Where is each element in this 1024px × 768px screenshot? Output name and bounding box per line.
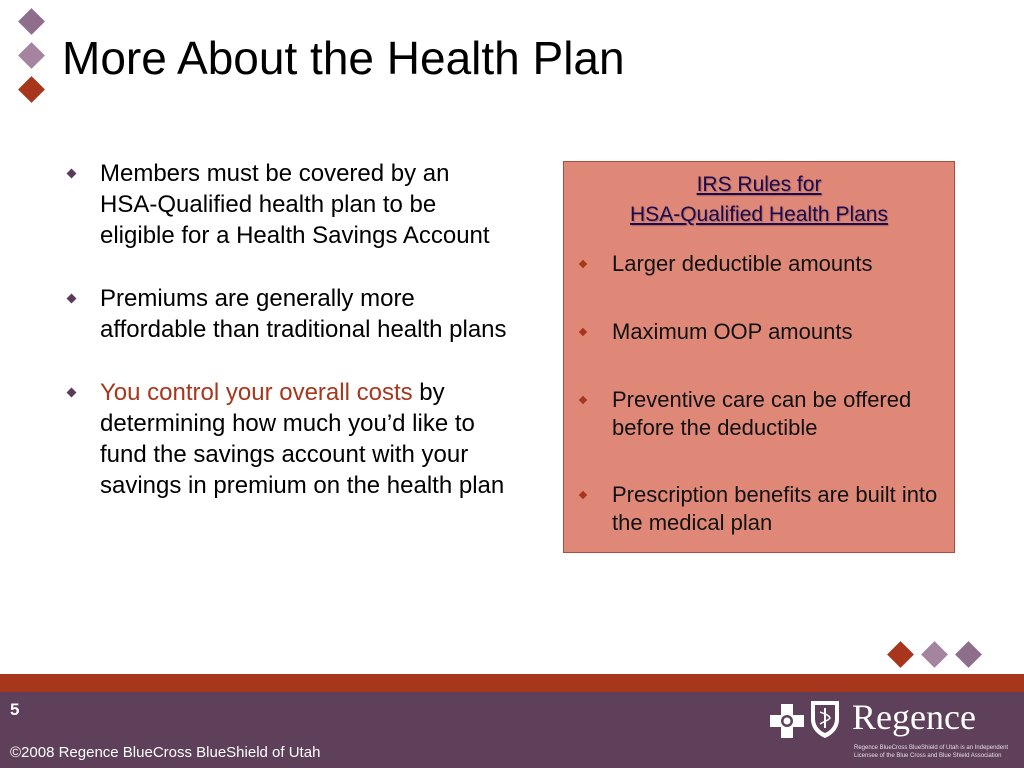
bullet-text: Premiums are generally more affordable than traditional health plans [100, 285, 507, 343]
bluecross-icon [768, 702, 806, 740]
list-item [62, 158, 512, 251]
list-item [62, 377, 512, 501]
regence-logo [768, 694, 1018, 766]
diamond-bullet-icon [579, 396, 587, 404]
diamond-bullet-icon [67, 388, 77, 398]
irs-rules-box [563, 161, 955, 553]
list-item [62, 283, 512, 345]
page-number: 5 [10, 700, 20, 719]
rule-text: Larger deductible amounts [612, 251, 873, 276]
left-bullet-list [62, 158, 512, 533]
rule-text: Prescription benefits are built into the medical plan [612, 482, 938, 535]
irs-box-title-line1: IRS Rules for [696, 173, 822, 196]
diamond-bullet-icon [67, 294, 77, 304]
bullet-text: by determining how much you’d like to fund the savings account with your savings in premium on the health plan [100, 379, 505, 499]
slide-title: More About the Health Plan [62, 32, 625, 84]
blueshield-icon [808, 698, 842, 740]
diamond-icon [887, 641, 914, 668]
irs-box-title [564, 170, 954, 230]
diamond-icon [18, 42, 45, 69]
irs-rules-list [576, 250, 946, 576]
diamond-bullet-icon [67, 169, 77, 179]
diamond-icon [18, 8, 45, 35]
highlight-text: You control your overall costs [100, 379, 413, 406]
list-item [576, 481, 946, 537]
list-item [576, 386, 946, 442]
bullet-text: Members must be covered by an HSA-Qualified health plan to be eligible for a Health Savings Account [100, 160, 490, 249]
copyright-text: ©2008 Regence BlueCross BlueShield of Utah [10, 744, 321, 761]
rule-text: Maximum OOP amounts [612, 319, 853, 344]
diamond-bullet-icon [579, 491, 587, 499]
diamond-bullet-icon [579, 328, 587, 336]
list-item [576, 318, 946, 346]
diamond-bullet-icon [579, 260, 587, 268]
rule-text: Preventive care can be offered before the deductible [612, 387, 912, 440]
logo-wordmark: Regence [852, 697, 976, 737]
diamond-icon [955, 641, 982, 668]
footer-accent-band [0, 674, 1024, 692]
diamond-icon [18, 76, 45, 103]
logo-tagline: Regence BlueCross BlueShield of Utah is an Independent Licensee of the Blue Cross and Blue Shield Association [854, 745, 1009, 759]
list-item [576, 250, 946, 278]
diamond-icon [921, 641, 948, 668]
irs-box-title-line2: HSA-Qualified Health Plans [630, 203, 888, 226]
